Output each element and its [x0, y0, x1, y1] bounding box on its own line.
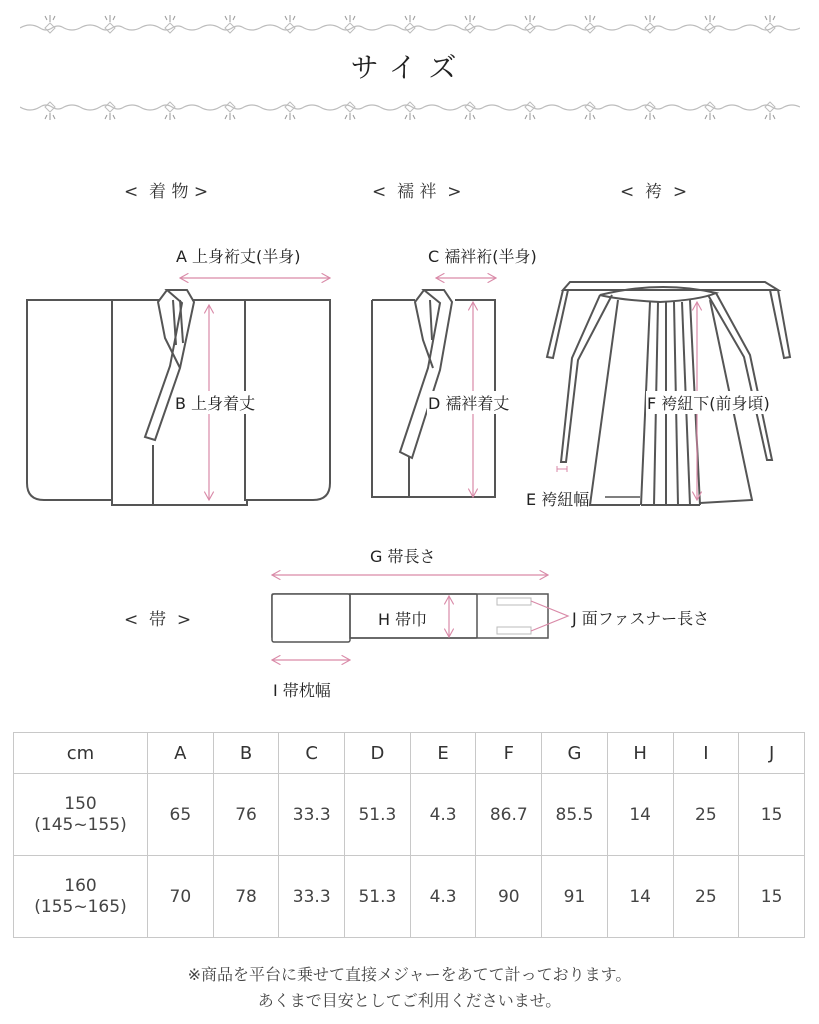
label-I: I 帯枕幅: [273, 681, 331, 700]
label-J: J 面ファスナー長さ: [572, 609, 710, 628]
header-unit: cm: [14, 733, 148, 774]
cell-B: 78: [213, 856, 279, 938]
row-size-cell: [14, 774, 148, 856]
cell-H: 14: [607, 856, 673, 938]
label-D: D 襦袢着丈: [427, 391, 510, 414]
header-col-G: G: [542, 733, 608, 774]
size-range: (155~165): [34, 896, 127, 917]
header-col-J: J: [739, 733, 805, 774]
label-C: C 襦袢裄(半身): [428, 247, 537, 266]
label-G: G 帯長さ: [370, 547, 436, 566]
cell-A: 65: [148, 774, 214, 856]
header-col-B: B: [213, 733, 279, 774]
page-title: サイズ: [350, 51, 469, 84]
cell-I: 25: [673, 774, 739, 856]
header-col-A: A: [148, 733, 214, 774]
cell-H: 14: [607, 774, 673, 856]
header-col-F: F: [476, 733, 542, 774]
table-row: [14, 774, 805, 856]
label-F: F 袴紐下(前身頃): [646, 391, 771, 414]
cell-E: 4.3: [410, 856, 476, 938]
measure-E-mark: [557, 466, 567, 472]
cell-G: 91: [542, 856, 608, 938]
cell-C: 33.3: [279, 856, 345, 938]
cell-J: 15: [739, 856, 805, 938]
footer-note-line1: ※商品を平台に乗せて直接メジャーをあてて計っております。: [187, 965, 632, 984]
cell-J: 15: [739, 774, 805, 856]
header-col-E: E: [410, 733, 476, 774]
section-label-hakama: < 袴 >: [620, 182, 688, 202]
section-label-juban: < 襦 袢 >: [372, 182, 462, 202]
cell-F: 86.7: [476, 774, 542, 856]
table-row: [14, 856, 805, 938]
row-size-cell: [14, 856, 148, 938]
section-label-obi: < 帯 >: [124, 610, 192, 630]
cell-D: 51.3: [345, 774, 411, 856]
size-table: [13, 732, 805, 938]
cell-E: 4.3: [410, 774, 476, 856]
size-value: 150: [64, 793, 97, 814]
cell-A: 70: [148, 856, 214, 938]
header-col-C: C: [279, 733, 345, 774]
cell-C: 33.3: [279, 774, 345, 856]
label-E: E 袴紐幅: [526, 490, 590, 509]
cell-F: 90: [476, 856, 542, 938]
section-label-kimono: < 着 物 >: [124, 182, 209, 202]
size-value: 160: [64, 875, 97, 896]
label-H: H 帯巾: [378, 610, 428, 629]
measure-J-pointer: [531, 601, 568, 631]
cell-I: 25: [673, 856, 739, 938]
header-col-I: I: [673, 733, 739, 774]
cell-D: 51.3: [345, 856, 411, 938]
label-A: A 上身裄丈(半身): [176, 247, 301, 266]
header-col-H: H: [607, 733, 673, 774]
label-B: B 上身着丈: [174, 391, 256, 414]
footer-note-line2: あくまで目安としてご利用くださいませ。: [257, 991, 562, 1010]
table-header-row: [14, 733, 805, 774]
header-col-D: D: [345, 733, 411, 774]
cell-G: 85.5: [542, 774, 608, 856]
cell-B: 76: [213, 774, 279, 856]
size-range: (145~155): [34, 814, 127, 835]
